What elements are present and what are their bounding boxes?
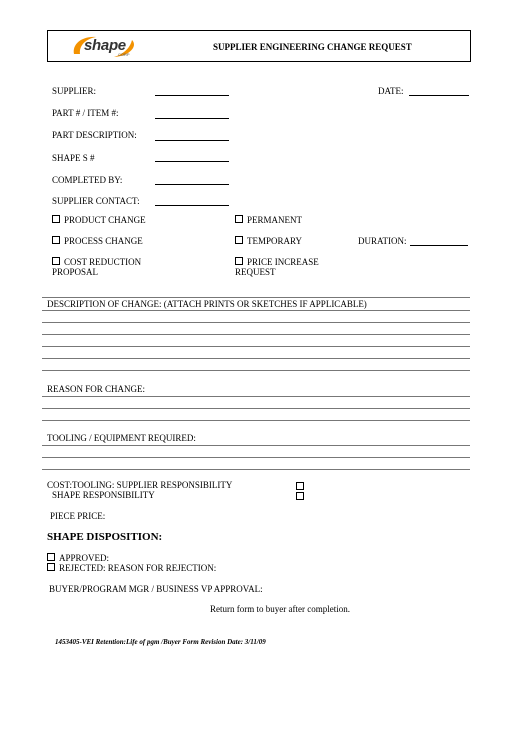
product-change-label: PRODUCT CHANGE bbox=[64, 215, 146, 225]
process-change-checkbox[interactable] bbox=[52, 236, 60, 244]
part-item-field[interactable] bbox=[155, 118, 229, 119]
reason-line[interactable] bbox=[42, 396, 470, 397]
date-field[interactable] bbox=[409, 95, 469, 96]
tooling-line[interactable] bbox=[42, 445, 470, 446]
price-increase-label-line2: REQUEST bbox=[235, 267, 276, 277]
approved-checkbox[interactable] bbox=[47, 553, 55, 561]
supplier-contact-label: SUPPLIER CONTACT: bbox=[52, 196, 140, 206]
rejected-checkbox[interactable] bbox=[47, 563, 55, 571]
form-header bbox=[47, 30, 471, 62]
return-note: Return form to buyer after completion. bbox=[210, 604, 350, 614]
product-change-checkbox[interactable] bbox=[52, 215, 60, 223]
shape-s-label: SHAPE S # bbox=[52, 153, 95, 163]
form-title: SUPPLIER ENGINEERING CHANGE REQUEST bbox=[213, 42, 412, 52]
description-line[interactable] bbox=[42, 334, 470, 335]
reason-line[interactable] bbox=[42, 408, 470, 409]
reason-line[interactable] bbox=[42, 420, 470, 421]
logo-wordmark: shape bbox=[84, 37, 126, 54]
description-line[interactable] bbox=[42, 358, 470, 359]
cost-reduction-label-line2: PROPOSAL bbox=[52, 267, 99, 277]
duration-label: DURATION: bbox=[358, 236, 407, 246]
description-line[interactable] bbox=[42, 322, 470, 323]
completed-by-label: COMPLETED BY: bbox=[52, 175, 123, 185]
shape-responsibility-checkbox[interactable] bbox=[296, 492, 304, 500]
rejected-label: REJECTED: REASON FOR REJECTION: bbox=[59, 563, 217, 573]
supplier-field[interactable] bbox=[155, 95, 229, 96]
part-description-field[interactable] bbox=[155, 140, 229, 141]
temporary-checkbox[interactable] bbox=[235, 236, 243, 244]
date-label: DATE: bbox=[378, 86, 404, 96]
description-line[interactable] bbox=[42, 346, 470, 347]
price-increase-checkbox[interactable] bbox=[235, 257, 243, 265]
cost-tooling-label: COST:TOOLING: SUPPLIER RESPONSIBILITY bbox=[47, 480, 233, 490]
permanent-label: PERMANENT bbox=[247, 215, 303, 225]
tooling-line[interactable] bbox=[42, 457, 470, 458]
duration-field[interactable] bbox=[410, 245, 468, 246]
price-increase-label: PRICE INCREASE bbox=[247, 257, 319, 267]
part-description-label: PART DESCRIPTION: bbox=[52, 130, 137, 140]
description-line[interactable] bbox=[42, 310, 470, 311]
shape-responsibility-label: SHAPE RESPONSIBILITY bbox=[52, 490, 155, 500]
temporary-label: TEMPORARY bbox=[247, 236, 303, 246]
tooling-label: TOOLING / EQUIPMENT REQUIRED: bbox=[47, 433, 196, 443]
shape-logo bbox=[70, 34, 142, 60]
tooling-line[interactable] bbox=[42, 469, 470, 470]
description-top-rule bbox=[42, 297, 470, 298]
cost-reduction-checkbox[interactable] bbox=[52, 257, 60, 265]
logo-subtext: CORP bbox=[118, 52, 130, 57]
form-footer: 1453405-VEI Retention:Life of pgm /Buyer Form Revision Date: 3/11/09 bbox=[55, 638, 266, 646]
disposition-heading: SHAPE DISPOSITION: bbox=[47, 531, 163, 543]
description-label: DESCRIPTION OF CHANGE: (ATTACH PRINTS OR SKETCHES IF APPLICABLE) bbox=[47, 299, 367, 309]
piece-price-label: PIECE PRICE: bbox=[50, 511, 106, 521]
completed-by-field[interactable] bbox=[155, 184, 229, 185]
approval-label: BUYER/PROGRAM MGR / BUSINESS VP APPROVAL: bbox=[49, 584, 263, 594]
part-item-label: PART # / ITEM #: bbox=[52, 108, 119, 118]
supplier-responsibility-checkbox[interactable] bbox=[296, 482, 304, 490]
description-line[interactable] bbox=[42, 370, 470, 371]
approved-label: APPROVED: bbox=[59, 553, 110, 563]
permanent-checkbox[interactable] bbox=[235, 215, 243, 223]
cost-reduction-label: COST REDUCTION bbox=[64, 257, 142, 267]
reason-label: REASON FOR CHANGE: bbox=[47, 384, 146, 394]
supplier-contact-field[interactable] bbox=[155, 205, 229, 206]
supplier-label: SUPPLIER: bbox=[52, 86, 97, 96]
process-change-label: PROCESS CHANGE bbox=[64, 236, 143, 246]
shape-s-field[interactable] bbox=[155, 161, 229, 162]
